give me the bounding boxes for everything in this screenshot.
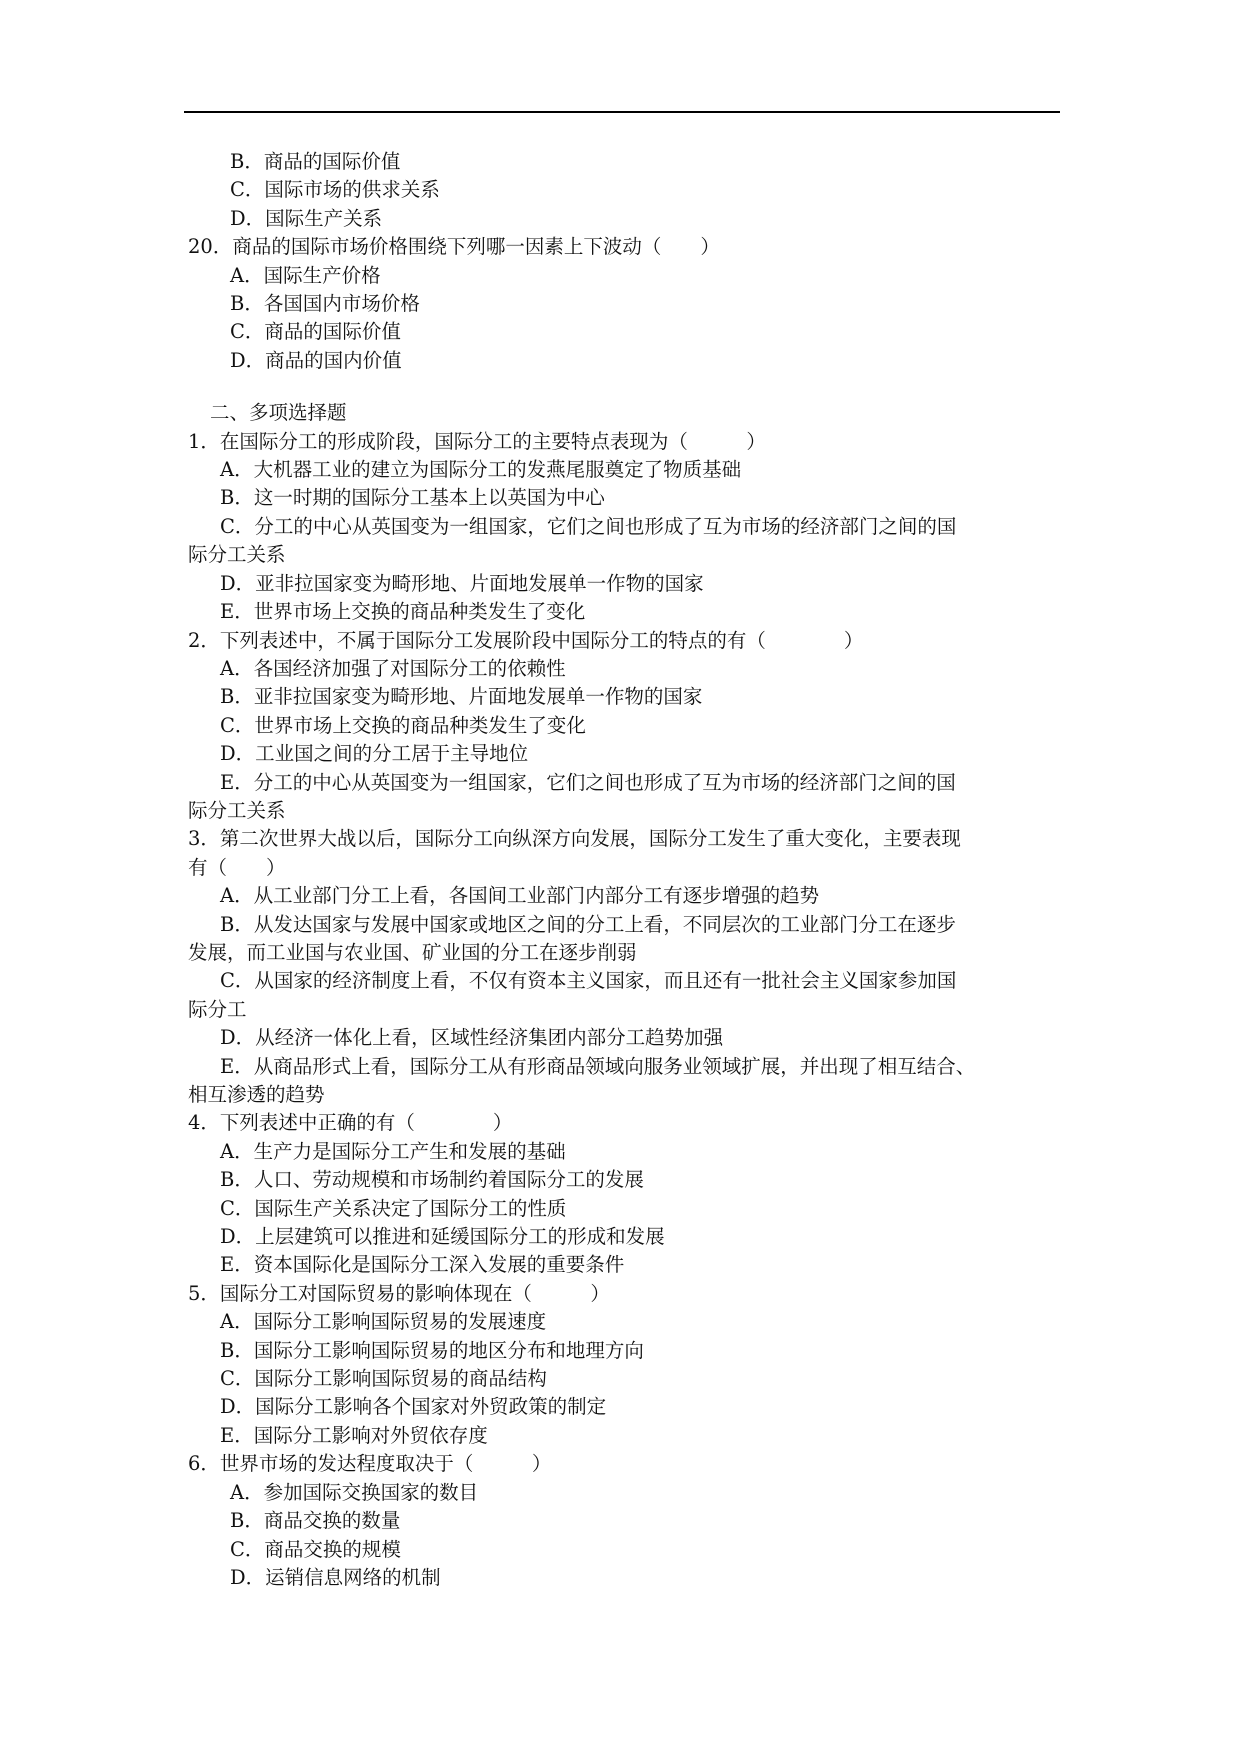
option-text: B．人口、劳动规模和市场制约着国际分工的发展 <box>220 1168 644 1192</box>
option-text: E．从商品形式上看，国际分工从有形商品领域向服务业领域扩展，并出现了相互结合、 <box>220 1054 976 1078</box>
option-text-continued: 际分工关系 <box>188 543 286 567</box>
option-text-continued: 际分工关系 <box>188 798 286 822</box>
section-title: 二、多项选择题 <box>210 401 347 425</box>
option-text: C．商品交换的规模 <box>230 1537 401 1561</box>
question-1-stem: 1．在国际分工的形成阶段，国际分工的主要特点表现为（ ） <box>188 429 766 453</box>
question-3-stem-continued: 有（ ） <box>188 855 286 879</box>
option-text: D．上层建筑可以推进和延缓国际分工的形成和发展 <box>220 1225 665 1249</box>
option-text: C．从国家的经济制度上看，不仅有资本主义国家，而且还有一批社会主义国家参加国 <box>220 969 957 993</box>
option-text: C．分工的中心从英国变为一组国家，它们之间也形成了互为市场的经济部门之间的国 <box>220 514 957 538</box>
option-text-continued: 发展，而工业国与农业国、矿业国的分工在逐步削弱 <box>188 940 637 964</box>
option-text-continued: 际分工 <box>188 997 247 1021</box>
option-text: E．世界市场上交换的商品种类发生了变化 <box>220 600 586 624</box>
header-rule <box>184 111 1060 113</box>
question-3-stem: 3．第二次世界大战以后，国际分工向纵深方向发展，国际分工发生了重大变化，主要表现 <box>188 827 961 851</box>
question-4-stem: 4．下列表述中正确的有（ ） <box>188 1111 513 1135</box>
option-text: B．这一时期的国际分工基本上以英国为中心 <box>220 486 605 510</box>
question-5-stem: 5．国际分工对国际贸易的影响体现在（ ） <box>188 1281 610 1305</box>
option-text: D．从经济一体化上看，区域性经济集团内部分工趋势加强 <box>220 1026 724 1050</box>
option-text: E．国际分工影响对外贸依存度 <box>220 1423 488 1447</box>
option-text: C．国际分工影响国际贸易的商品结构 <box>220 1367 547 1391</box>
question-2-stem: 2．下列表述中，不属于国际分工发展阶段中国际分工的特点的有（ ） <box>188 628 864 652</box>
option-text: C．世界市场上交换的商品种类发生了变化 <box>220 713 586 737</box>
option-text: D．亚非拉国家变为畸形地、片面地发展单一作物的国家 <box>220 571 704 595</box>
option-text: B．商品的国际价值 <box>230 150 401 173</box>
option-text-continued: 相互渗透的趋势 <box>188 1083 325 1106</box>
option-text: D．工业国之间的分工居于主导地位 <box>220 742 529 766</box>
question-20-stem: 20．商品的国际市场价格围绕下列哪一因素上下波动（ ） <box>188 235 720 259</box>
option-text: A．参加国际交换国家的数目 <box>230 1480 479 1504</box>
option-text: A．生产力是国际分工产生和发展的基础 <box>220 1139 566 1163</box>
option-text: D．商品的国内价值 <box>230 348 402 372</box>
option-text: B．亚非拉国家变为畸形地、片面地发展单一作物的国家 <box>220 685 703 709</box>
option-text: D．运销信息网络的机制 <box>230 1565 441 1589</box>
option-text: B．从发达国家与发展中国家或地区之间的分工上看，不同层次的工业部门分工在逐步 <box>220 912 956 936</box>
option-text: B．各国国内市场价格 <box>230 292 420 316</box>
document-body <box>188 148 1060 1592</box>
option-text: A．国际生产价格 <box>230 263 381 287</box>
option-text: C．国际生产关系决定了国际分工的性质 <box>220 1196 567 1220</box>
spacer <box>188 375 1060 399</box>
option-text: D．国际分工影响各个国家对外贸政策的制定 <box>220 1395 607 1419</box>
option-text: A．从工业部门分工上看，各国间工业部门内部分工有逐步增强的趋势 <box>220 884 820 908</box>
option-text: D．国际生产关系 <box>230 206 383 230</box>
option-text: B．商品交换的数量 <box>230 1509 401 1533</box>
question-6-stem: 6．世界市场的发达程度取决于（ ） <box>188 1452 552 1476</box>
option-text: A．大机器工业的建立为国际分工的发燕尾服奠定了物质基础 <box>220 458 742 482</box>
option-text: C．商品的国际价值 <box>230 320 401 344</box>
option-text: A．各国经济加强了对国际分工的依赖性 <box>220 656 566 680</box>
option-text: E．分工的中心从英国变为一组国家，它们之间也形成了互为市场的经济部门之间的国 <box>220 770 956 794</box>
option-text: A．国际分工影响国际贸易的发展速度 <box>220 1310 547 1334</box>
option-text: E．资本国际化是国际分工深入发展的重要条件 <box>220 1253 625 1277</box>
option-text: B．国际分工影响国际贸易的地区分布和地理方向 <box>220 1338 644 1362</box>
option-text: C．国际市场的供求关系 <box>230 178 440 202</box>
